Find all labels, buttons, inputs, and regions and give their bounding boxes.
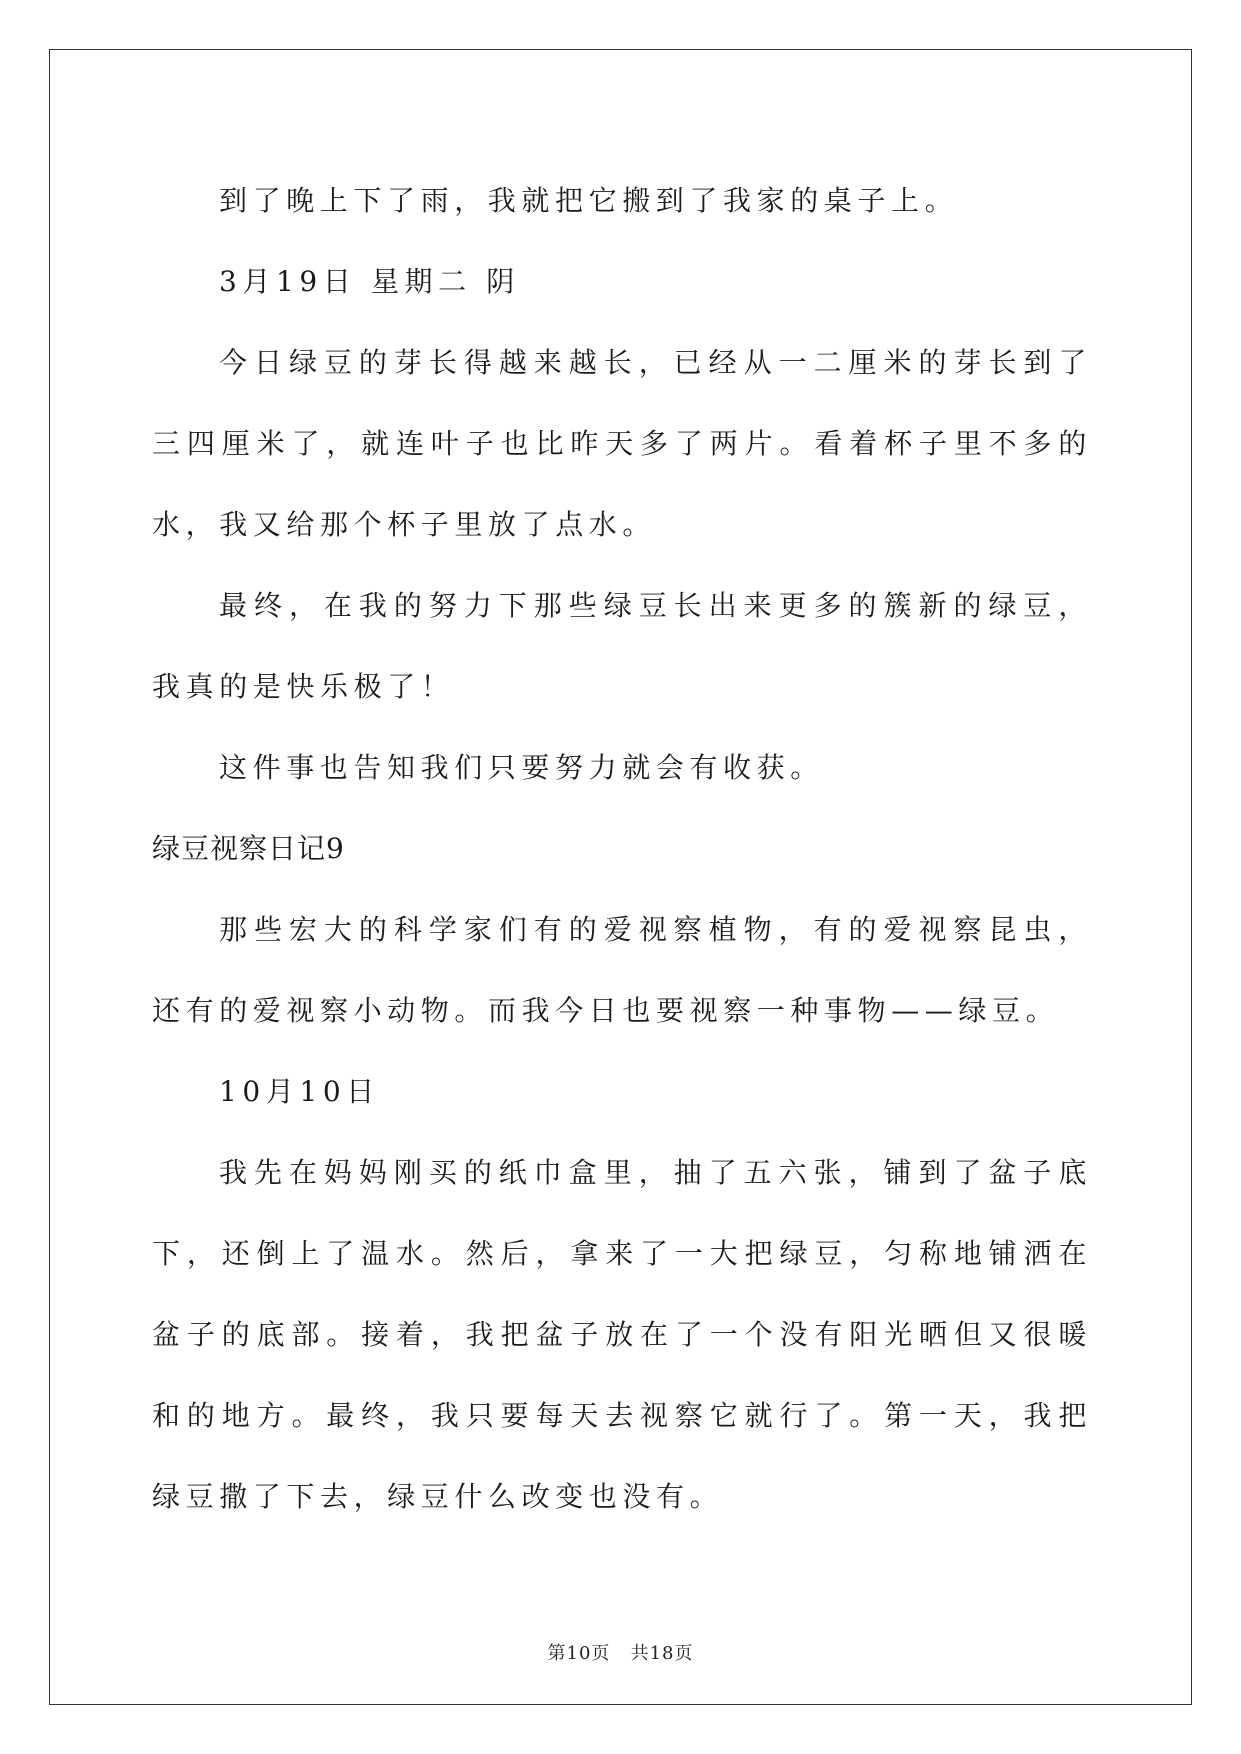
date-line-march-19: 3月19日 星期二 阴 <box>219 265 520 298</box>
page-footer <box>0 1642 1241 1666</box>
paragraph-lesson: 这件事也告知我们只要努力就会有收获。 <box>219 751 824 784</box>
date-line-october-10: 10月10日 <box>219 1075 380 1108</box>
paragraph-setup: 我先在妈妈刚买的纸巾盒里，抽了五六张，铺到了盆子底下，还倒上了温水。然后，拿来了一大把绿豆，匀称地铺洒在盆子的底部。接着，我把盆子放在了一个没有阳光晒但又很暖和的地方。最终，我只要每天去视察它就行了。第一天，我把绿豆撒了下去，绿豆什么改变也没有。 <box>152 1156 1092 1513</box>
paragraph-sprouts-growing: 今日绿豆的芽长得越来越长，已经从一二厘米的芽长到了三四厘米了，就连叶子也比昨天多了两片。看着杯子里不多的水，我又给那个杯子里放了点水。 <box>152 346 1092 541</box>
section-heading: 绿豆视察日记9 <box>152 832 345 865</box>
document-body <box>152 160 1092 1570</box>
page-total: 共18页 <box>630 1643 694 1664</box>
paragraph-rain-desk: 到了晚上下了雨，我就把它搬到了我家的桌子上。 <box>219 184 959 217</box>
page-number: 第10页 <box>547 1643 611 1664</box>
paragraph-result: 最终，在我的努力下那些绿豆长出来更多的簇新的绿豆，我真的是快乐极了！ <box>152 589 1092 703</box>
paragraph-scientists: 那些宏大的科学家们有的爱视察植物，有的爱视察昆虫，还有的爱视察小动物。而我今日也要视察一种事物——绿豆。 <box>152 913 1092 1027</box>
